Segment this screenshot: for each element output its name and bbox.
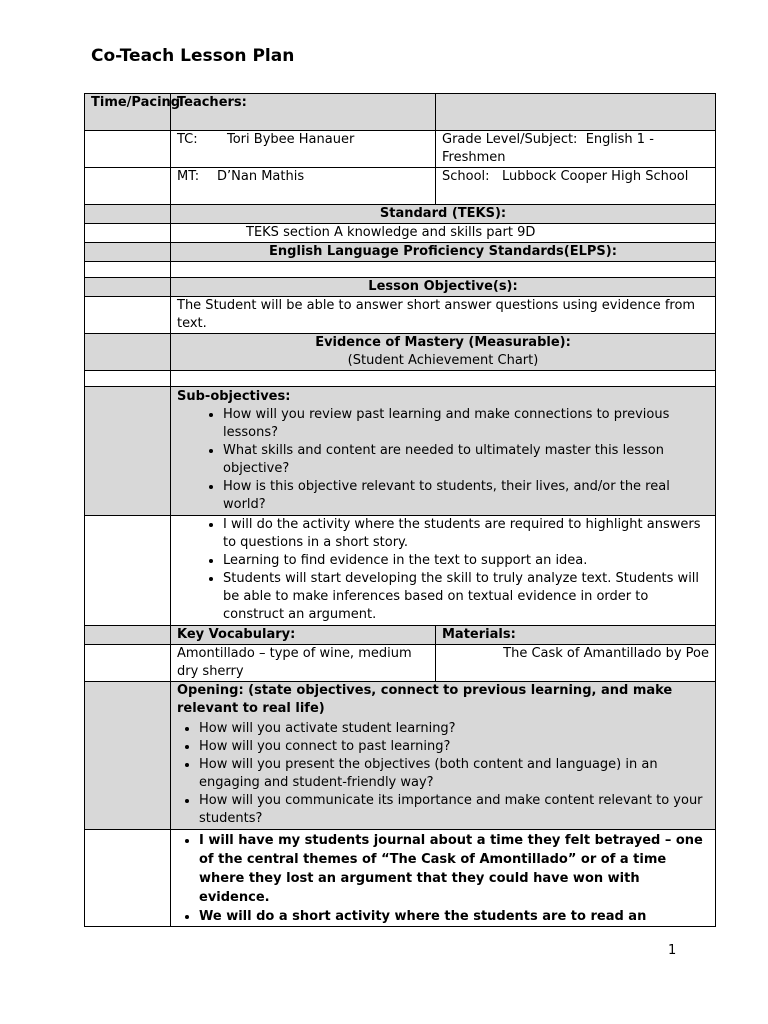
list-item: • How is this objective relevant to students, their lives, and/or the real world?: [223, 478, 709, 514]
opening-answers-cell: [171, 830, 716, 927]
vocab-heading-row: [85, 626, 716, 645]
materials-value: The Cask of Amantillado by Poe: [436, 645, 716, 682]
tc-cell: [171, 131, 436, 168]
elps-value: [171, 262, 716, 278]
grade-value: English 1 - Freshmen: [442, 132, 654, 165]
materials-heading: Materials:: [436, 626, 716, 645]
page-number: 1: [668, 943, 677, 958]
elps-value-time-cell: [85, 262, 171, 278]
objective-value: The Student will be able to answer short answer questions using evidence from text.: [171, 297, 716, 334]
objective-value-row: [85, 297, 716, 334]
teachers-header: Teachers:: [171, 94, 436, 131]
standard-value: TEKS section A knowledge and skills part 9D: [171, 224, 716, 243]
list-item: • How will you connect to past learning?: [199, 738, 709, 756]
list-item: • We will do a short activity where the students are to read an: [199, 907, 709, 926]
objective-heading: Lesson Objective(s):: [171, 278, 716, 297]
standard-heading: Standard (TEKS):: [171, 205, 716, 224]
mt-name: D’Nan Mathis: [217, 169, 305, 184]
evidence-time-cell: [85, 334, 171, 371]
evidence-value: (Student Achievement Chart): [347, 353, 539, 368]
list-item: • Learning to find evidence in the text to support an idea.: [223, 552, 709, 570]
evidence-cell: [171, 334, 716, 371]
objective-time-cell: [85, 278, 171, 297]
list-item: • What skills and content are needed to ultimately master this lesson objective?: [223, 442, 709, 478]
opening-heading: Opening: (state objectives, connect to previous learning, and make relevant to real life): [177, 683, 673, 716]
list-item: • Students will start developing the skill to truly analyze text. Students will be able to make inferences based on textual evidence in order to construct an argument.: [223, 570, 709, 624]
opening-prompt-list: [177, 720, 709, 828]
school-cell: [436, 168, 716, 205]
header-row: [85, 94, 716, 131]
vocabulary-value: Amontillado – type of wine, medium dry sherry: [171, 645, 436, 682]
sub-objectives-answers-row: [85, 516, 716, 626]
header-empty-cell: [436, 94, 716, 131]
tc-time-cell: [85, 131, 171, 168]
lesson-plan-table: [84, 93, 716, 927]
vocab-value-time-cell: [85, 645, 171, 682]
standard-value-time-cell: [85, 224, 171, 243]
sub-objectives-prompt-list: [177, 406, 709, 514]
objective-value-time-cell: [85, 297, 171, 334]
grade-label: Grade Level/Subject:: [442, 132, 578, 147]
opening-cell: [171, 682, 716, 830]
objective-heading-row: [85, 278, 716, 297]
opening-row: [85, 682, 716, 830]
vocab-value-row: [85, 645, 716, 682]
evidence-spacer: [171, 371, 716, 387]
standard-time-cell: [85, 205, 171, 224]
sub-objectives-cell: [171, 387, 716, 516]
school-value: Lubbock Cooper High School: [501, 169, 689, 184]
sub-objectives-row: [85, 387, 716, 516]
evidence-spacer-time-cell: [85, 371, 171, 387]
list-item: • How will you present the objectives (both content and language) in an engaging and student-friendly way?: [199, 756, 709, 792]
list-item: • How will you activate student learning?: [199, 720, 709, 738]
evidence-heading: Evidence of Mastery (Measurable):: [315, 335, 571, 350]
mt-label: MT:: [177, 169, 200, 184]
list-item: • How will you review past learning and make connections to previous lessons?: [223, 406, 709, 442]
evidence-spacer-row: [85, 371, 716, 387]
evidence-row: [85, 334, 716, 371]
opening-answer-list: [177, 831, 709, 926]
document-title: Co-Teach Lesson Plan: [91, 46, 295, 66]
elps-heading-row: [85, 243, 716, 262]
vocabulary-heading: Key Vocabulary:: [171, 626, 436, 645]
vocab-time-cell: [85, 626, 171, 645]
elps-time-cell: [85, 243, 171, 262]
tc-row: [85, 131, 716, 168]
list-item: • How will you communicate its importance and make content relevant to your students?: [199, 792, 709, 828]
elps-value-row: [85, 262, 716, 278]
time-pacing-header: Time/Pacing: [85, 94, 171, 131]
standard-heading-row: [85, 205, 716, 224]
mt-row: [85, 168, 716, 205]
school-label: School:: [442, 169, 490, 184]
sub-objectives-answers-time-cell: [85, 516, 171, 626]
list-item: • I will do the activity where the students are required to highlight answers to questions in a short story.: [223, 516, 709, 552]
sub-objectives-answers-cell: [171, 516, 716, 626]
sub-objectives-heading: Sub-objectives:: [177, 389, 291, 404]
opening-answers-row: [85, 830, 716, 927]
opening-time-cell: [85, 682, 171, 830]
mt-cell: [171, 168, 436, 205]
sub-objectives-answer-list: [177, 516, 709, 624]
mt-time-cell: [85, 168, 171, 205]
elps-heading: English Language Proficiency Standards(ELPS):: [171, 243, 716, 262]
tc-label: TC:: [177, 132, 198, 147]
sub-objectives-time-cell: [85, 387, 171, 516]
list-item: • I will have my students journal about a time they felt betrayed – one of the central themes of “The Cask of Amontillado” or of a time where they lost an argument that they could have won with evidence.: [199, 831, 709, 907]
opening-answers-time-cell: [85, 830, 171, 927]
standard-value-row: [85, 224, 716, 243]
grade-cell: [436, 131, 716, 168]
tc-name: Tori Bybee Hanauer: [227, 132, 355, 147]
